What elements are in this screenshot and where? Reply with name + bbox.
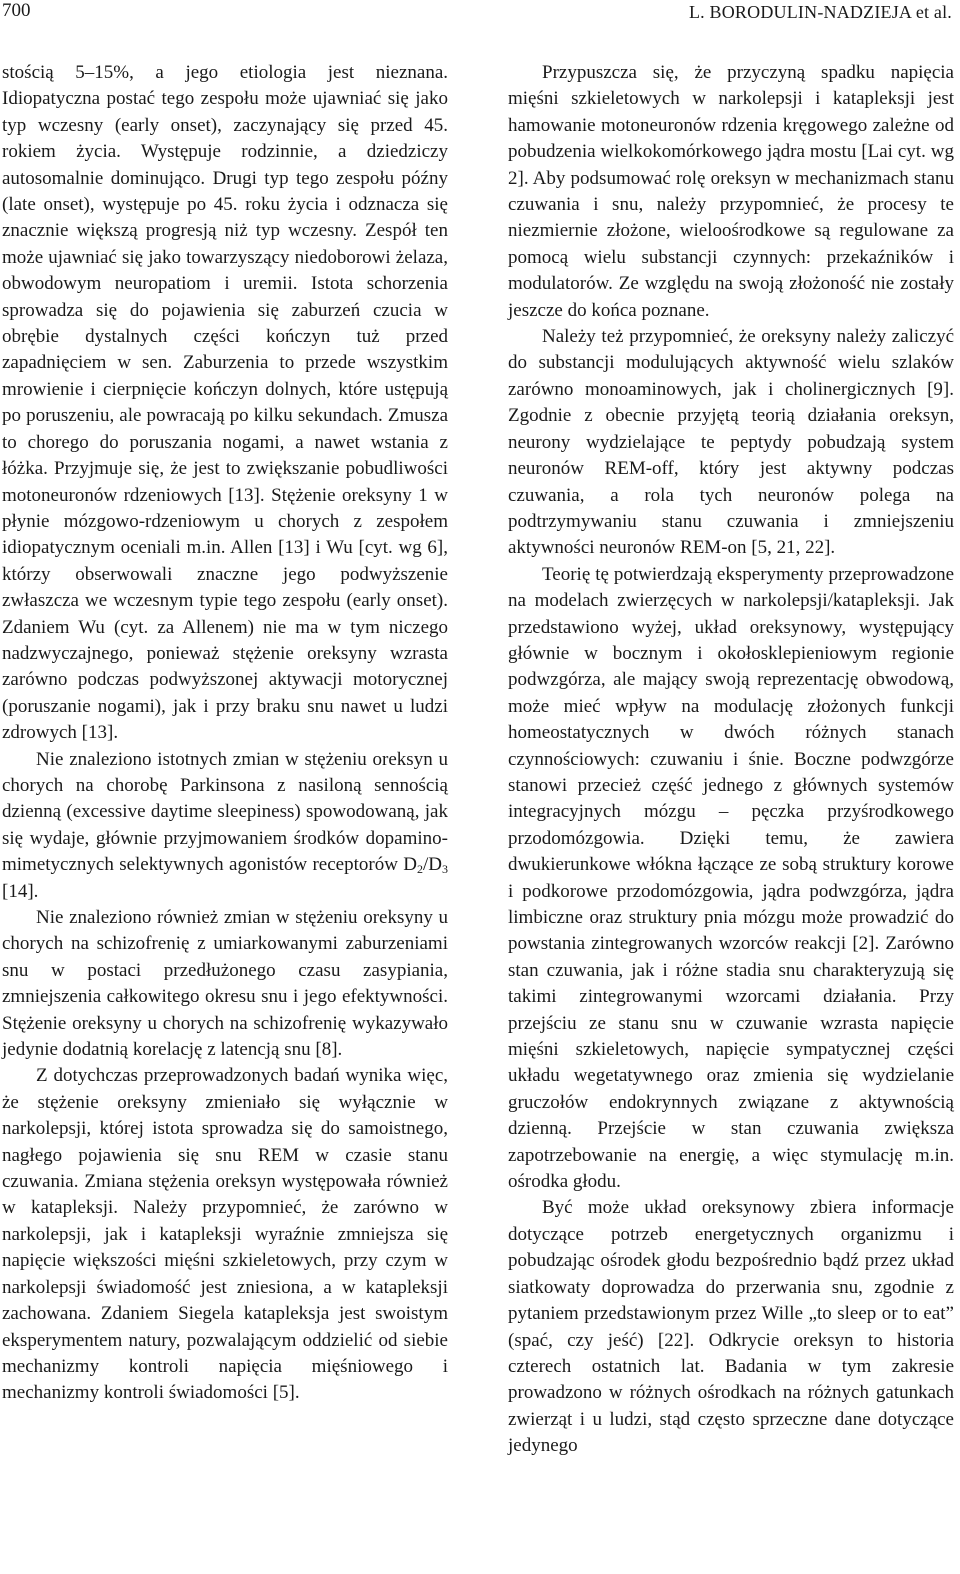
left-column [2,60,448,1407]
paragraph: Należy też przypomnieć, że oreksyny należy zaliczyć do substancji modulujących aktywność wielu szlaków zarówno monoaminowych, jak i cholinergicznych [9]. Zgodnie z obecnie przyjętą teorią działania oreksyn, neurony wydzielające te peptydy pobudzają system neuronów REM-off, który jest aktywny podczas czuwania, a rola tych neuronów polega na podtrzymywaniu stanu czuwania i zmniejszeniu aktywności neuronów REM-on [5, 21, 22]. [508,326,954,559]
paragraph [2,747,448,905]
paragraph: stością 5–15%, a jego etiologia jest nieznana. Idiopatyczna postać tego zespołu może ujawniać się jako typ wczesny (early onset), zaczynający się przed 45. rokiem życia. Występuje rodzinnie, a dziedziczy autosomalnie dominująco. Drugi typ tego zespołu późny (late onset), występuje po 45. roku życia i odznacza się znacznie większą progresją niż typ wczesny. Zespół ten może ujawniać się jako towarzyszący niedoborowi żelaza, obwodowym neuropatiom i uremii. Istota schorzenia sprowadza się do pojawienia się zaburzeń czucia w obrębie dystalnych części kończyn tuż przed zapadnięciem w sen. Zaburzenia to przede wszystkim mrowienie i cierpnięcie kończyn dolnych, które ustępują po poruszeniu, ale powracają po kilku sekundach. Zmusza to chorego do poruszania nogami, a nawet wstania z łóżka. Przyjmuje się, że jest to zwiększanie pobudliwości motoneuronów rdzeniowych [13]. Stężenie oreksyny 1 w płynie mózgowo-rdzeniowym u chorych z zespołem idiopatycznym oceniali m.in. Allen [13] i Wu [cyt. wg 6], którzy obserwowali znaczne jego podwyższenie zwłaszcza we wczesnym typie tego zespołu (early onset). Zdaniem Wu (cyt. za Allenem) nie ma w tym niczego nadzwyczajnego, ponieważ stężenie oreksyny wzrasta zarówno podczas podwyższonej aktywacji motorycznej (poruszanie nogami), jak i przy braku snu nawet u ludzi zdrowych [13]. [2,62,448,744]
subscript: 2 [417,862,423,877]
subscript: 3 [442,862,448,877]
paragraph-text: Nie znaleziono istotnych zmian w stężeniu oreksyn u chorych na chorobę Parkinsona z nasiloną sennością dzienną (excessive daytime sleepiness) spowodowaną, jak się wydaje, głównie przyjmowaniem środków dopamino-mimetycznych selektywnych agonistów receptorów D [2,748,448,876]
paragraph: Teorię tę potwierdzają eksperymenty przeprowadzone na modelach zwierzęcych w narkolepsji/katapleksji. Jak przedstawiono wyżej, układ oreksynowy, występujący głównie w bocznym i okołosklepieniowym regionie podwzgórza, ale mający swoją reprezentację obwodową, może mieć wpływ na modulację złożonych funkcji homeostatycznych w dwóch różnych stanach czynnościowych: czuwaniu i śnie. Boczne podwzgórze stanowi przecież część jednego z głównych systemów integracyjnych mózgu – pęczka przyśrodkowego przodomózgowia. Dzięki temu, że zawiera dwukierunkowe włókna łączące ze sobą struktury korowe i podkorowe przodomózgowia, jądra podwzgórza, jądra limbiczne oraz struktury pnia mózgu może prowadzić do powstania zintegrowanych wzorców reakcji [2]. Zarówno stan czuwania, jak i różne stadia snu charakteryzują się takimi zintegrowanymi wzorcami działania. Przy przejściu ze stanu snu w czuwanie wzrasta napięcie mięśni szkieletowych, napięcie sympatycznej części układu wegetatywnego oraz zmienia się wydzielanie gruczołów endokrynnych związane z aktywnością dzienną. Przejście w stan czuwania zwiększa zapotrzebowanie na energię, a więc stymulację m.in. ośrodka głodu. [508,563,954,1193]
paragraph: Przypuszcza się, że przyczyną spadku napięcia mięśni szkieletowych w narkolepsji i katapleksji jest hamowanie motoneuronów rdzenia kręgowego zależne od pobudzenia wielkokomórkowego jądra mostu [Lai cyt. wg 2]. Aby podsumować rolę oreksyn w mechanizmach stanu czuwania i snu, należy przypomnieć, że procesy te niezmiernie złożone, wieloośrodkowe są regulowane za pomocą wielu substancji czynnych: przekaźników i modulatorów. Ze względu na swoją złożoność nie zostały jeszcze do końca poznane. [508,62,954,321]
paragraph-text: [14]. [2,880,39,902]
paragraph-text: /D [423,854,442,876]
page-number: 700 [2,0,31,21]
paragraph: Z dotychczas przeprowadzonych badań wynika więc, że stężenie oreksyny zmieniało się wyłącznie w narkolepsji, której istota sprowadza się do samoistnego, nagłego pojawienia się snu REM w czasie stanu czuwania. Zmiana stężenia oreksyn występowała również w katapleksji. Należy przypomnieć, że zarówno w narkolepsji, jak i katapleksji wyraźnie zmniejsza się napięcie większości mięśni szkieletowych, przy czym w narkolepsji świadomość jest zniesiona, a w katapleksji zachowana. Zdaniem Siegela katapleksja jest swoistym eksperymentem natury, pozwalającym oddzielić od siebie mechanizmy kontroli napięcia mięśniowego i mechanizmy kontroli świadomości [5]. [2,1065,448,1404]
running-head: L. BORODULIN-NADZIEJA et al. [688,2,952,22]
paragraph: Być może układ oreksynowy zbiera informacje dotyczące potrzeb energetycznych organizmu i pobudzając ośrodek głodu bezpośrednio bądź przez układ siatkowaty doprowadza do przerwania snu, zgodnie z pytaniem przedstawionym przez Wille „to sleep or to eat” (spać, czy jeść) [22]. Odkrycie oreksyn to historia czterech ostatnich lat. Badania w tym zakresie prowadzono w różnych ośrodkach na różnych gatunkach zwierząt i u ludzi, stąd często sprzeczne dane dotyczące jedynego [508,1197,954,1457]
paragraph: Nie znaleziono również zmian w stężeniu oreksyny u chorych na schizofrenię z umiarkowanymi zaburzeniami snu w postaci przedłużonego czasu zasypiania, zmniejszenia całkowitego okresu snu i jego efektywności. Stężenie oreksyny u chorych na schizofrenię wykazywało jedynie dodatnią korelację z latencją snu [8]. [2,907,448,1061]
right-column [508,60,954,1460]
page-header [0,0,960,30]
